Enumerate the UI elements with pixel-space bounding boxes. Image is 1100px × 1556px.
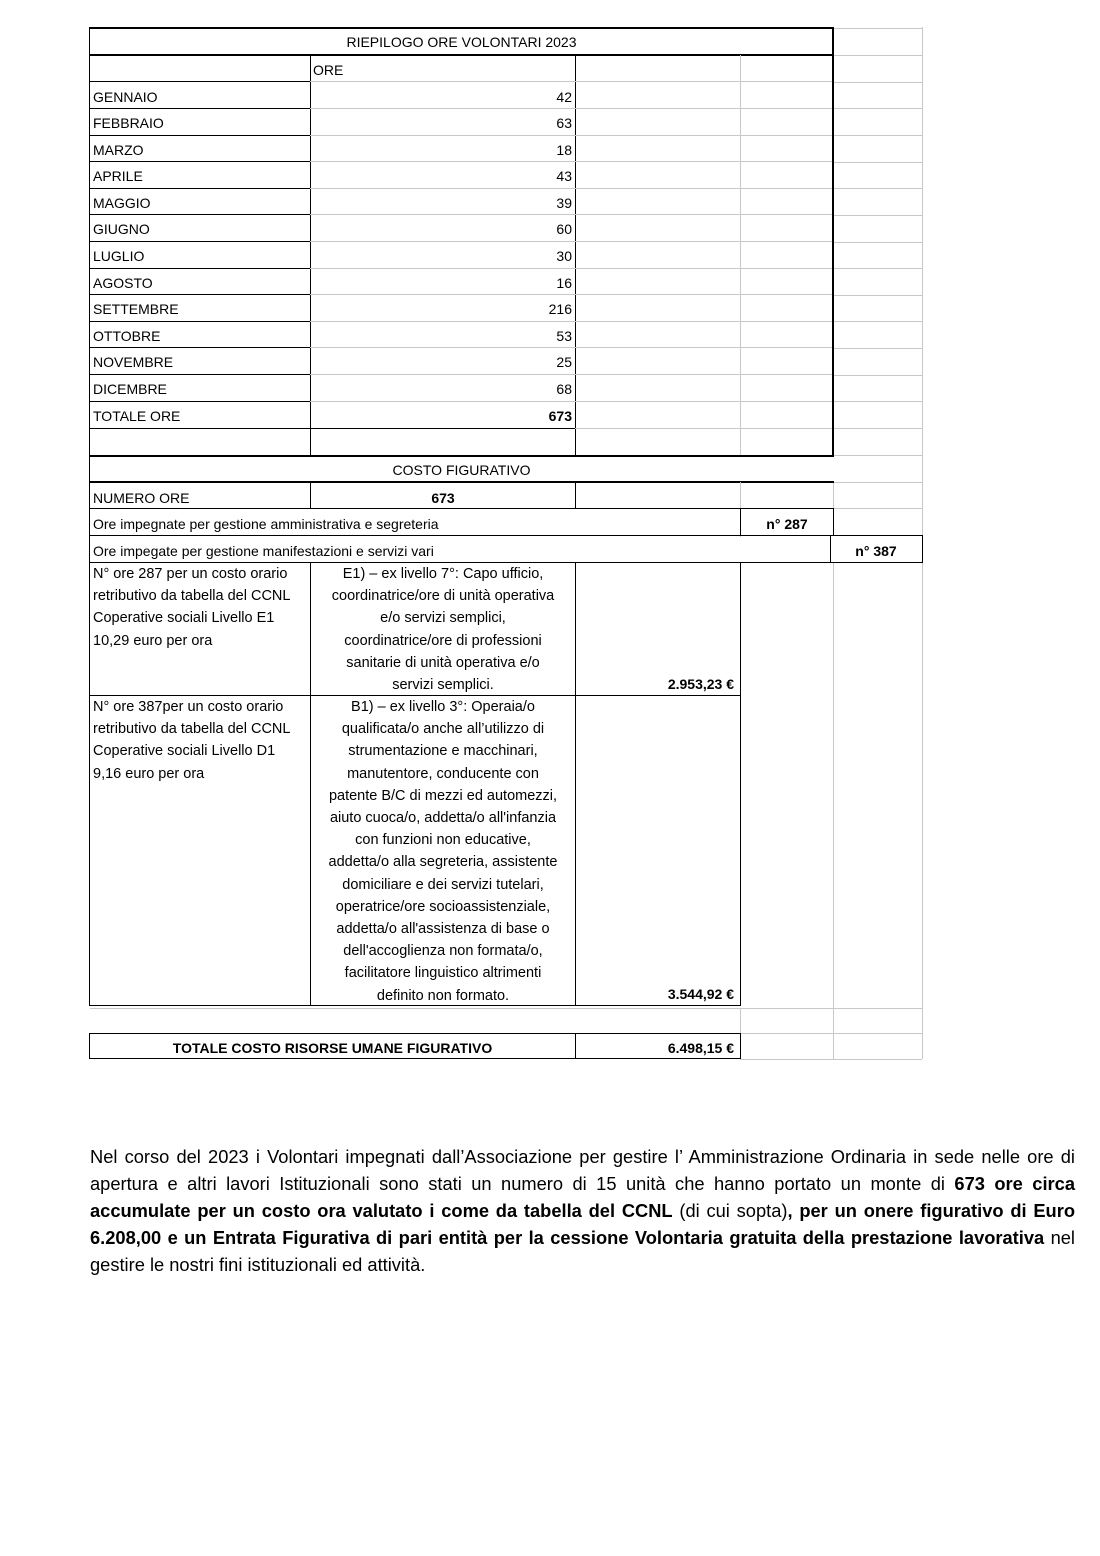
grid-line [833,55,922,56]
grid-line [90,81,310,82]
grid-line [833,482,834,510]
month-hours: 39 [556,195,572,211]
grid-line [90,214,310,215]
grid-line [833,348,922,349]
admin-hours-value: n° 287 [766,516,808,532]
month-hours: 30 [556,248,572,264]
grid-line [90,108,310,109]
paragraph-part: nel gestire le nostri fini istituzionali ed attività. [90,1227,1075,1275]
grid-line [833,135,922,136]
grid-line [833,375,922,376]
grid-line [89,27,90,482]
cell-line: retributivo da tabella del CCNL [93,721,291,738]
grid-line [575,294,832,295]
grid-line [575,508,834,509]
grid-line [310,81,575,82]
grid-line [922,535,923,562]
cell-line: 9,16 euro per ora [93,765,205,782]
month-label: OTTOBRE [93,328,161,344]
total-hours-label: TOTALE ORE [93,408,181,424]
month-label: SETTEMBRE [93,301,179,317]
grid-line [310,347,575,348]
cell-line: Coperative sociali Livello D1 [93,743,276,760]
cell-line: retributivo da tabella del CCNL [93,588,291,605]
month-hours: 53 [556,328,572,344]
grid-line [833,295,922,296]
grid-line [89,508,575,509]
grid-line [833,1008,922,1009]
grid-line [89,54,834,56]
cell-line: addetta/o alla segreteria, assistente [328,854,558,871]
grid-line [575,401,832,402]
grid-line [740,1059,833,1060]
grid-line [90,1008,575,1009]
grid-line [310,161,575,162]
grid-line [90,241,310,242]
grid-line [740,1033,833,1034]
grid-line [89,482,90,1006]
grid-line [833,188,922,189]
grid-line [575,268,832,269]
grid-line [575,108,832,109]
grid-line [310,108,575,109]
grid-line [575,188,832,189]
grid-line [89,27,834,29]
grid-line [575,347,832,348]
cell-line: facilitatore linguistico altrimenti [344,965,542,982]
cell-line: strumentazione e macchinari, [348,743,538,760]
grid-line [89,455,834,457]
cell-line: definito non formato. [376,987,510,1004]
month-hours: 43 [556,168,572,184]
month-label: MARZO [93,142,144,158]
grid-line [310,401,575,402]
grid-line [575,321,832,322]
numero-ore-label: NUMERO ORE [93,490,190,506]
cell-line: e/o servizi semplici, [380,610,506,627]
cell-line: E1) – ex livello 7°: Capo ufficio, [342,566,544,582]
month-label: GIUGNO [93,221,150,237]
month-hours: 18 [556,142,572,158]
events-hours-value: n° 387 [855,543,897,559]
grid-line [310,374,575,375]
grid-line [832,27,834,455]
grid-line [740,1033,741,1059]
grid-line [833,162,922,163]
grid-line [575,214,832,215]
grid-line [90,374,310,375]
month-hours: 16 [556,275,572,291]
month-label: DICEMBRE [93,381,167,397]
numero-ore-value: 673 [431,490,455,506]
cell-line: sanitarie di unità operativa e/o [346,654,540,671]
total-cost-label: TOTALE COSTO RISORSE UMANE FIGURATIVO [172,1040,493,1056]
grid-line [833,82,922,83]
grid-line [833,1033,922,1034]
grid-line [833,28,922,29]
grid-line [833,268,922,269]
cell-line: N° ore 287 per un costo orario [93,566,288,582]
paragraph-part: (di cui sopta) [672,1200,788,1221]
summary-paragraph [90,1143,1075,1278]
grid-line [833,508,834,535]
paragraph-bold-part: 673 ore circa accumulate per un costo ora valutato i come da tabella del CCNL [90,1173,1075,1221]
grid-line [310,241,575,242]
cell-line: Coperative sociali Livello E1 [93,610,275,627]
grid-line [740,562,741,1006]
paragraph-part: Nel corso del 2023 i Volontari impegnati dall’Associazione per gestire l’ Amministrazione Ordinaria in sede nelle ore di apertura e altri lavori Istituzionali sono stati un numero di 15 unità che hanno portato un monte di [90,1146,1075,1194]
cell-line: servizi semplici. [392,677,494,694]
month-hours: 60 [556,221,572,237]
month-hours: 63 [556,115,572,131]
grid-line [833,428,922,429]
grid-line [833,562,834,1059]
cell-line: manutentore, conducente con [347,765,539,782]
grid-line [89,1058,740,1059]
grid-line [833,482,922,483]
grid-line [310,268,575,269]
e1-amount: 2.953,23 € [667,676,734,692]
month-label: LUGLIO [93,248,145,264]
grid-line [833,1059,922,1060]
month-label: NOVEMBRE [93,354,174,370]
cell-line: 10,29 euro per ora [93,632,213,649]
grid-line [90,135,310,136]
grid-line [575,135,832,136]
grid-line [90,161,310,162]
cell-line: dell'accoglienza non formata/o, [343,943,543,960]
grid-line [833,215,922,216]
cell-line: N° ore 387per un costo orario [93,699,284,715]
grid-line [89,1033,740,1034]
month-hours: 68 [556,381,572,397]
grid-line [90,321,310,322]
grid-line [310,135,575,136]
cell-line: domiciliare e dei servizi tutelari, [342,876,544,893]
grid-line [89,481,834,483]
cell-line: patente B/C di mezzi ed automezzi, [328,787,558,804]
grid-line [833,242,922,243]
cell-line: operatrice/ore socioassistenziale, [335,898,551,915]
grid-line [90,268,310,269]
month-hours: 42 [556,89,572,105]
grid-line [310,294,575,295]
grid-line [575,1033,576,1059]
total-hours-value: 673 [548,408,572,424]
grid-line [310,321,575,322]
grid-line [575,241,832,242]
grid-line [575,161,832,162]
cell-line: addetta/o all'assistenza di base o [336,921,550,938]
admin-hours-label: Ore impegnate per gestione amministrativa e segreteria [93,516,439,532]
grid-line [575,482,576,508]
cell-line: B1) – ex livello 3°: Operaia/o [351,699,535,715]
cell-line: qualificata/o anche all’utilizzo di [341,721,545,738]
grid-line [310,55,311,455]
grid-line [575,562,576,1006]
cell-line: coordinatrice/ore di professioni [344,632,542,649]
e1-description [93,563,308,652]
grid-line [740,1008,833,1009]
grid-line [833,455,922,456]
month-hours: 216 [548,301,572,317]
d1-amount: 3.544,92 € [667,986,734,1002]
grid-line [90,347,310,348]
events-hours-label: Ore impegate per gestione manifestazioni e servizi vari [93,543,434,559]
grid-line [90,294,310,295]
paragraph-bold-part: , per un onere figurativo di Euro 6.208,00 e un Entrata Figurativa di pari entità per la cessione Volontaria gratuita della prestazione lavorativa [90,1200,1076,1248]
cell-line: con funzioni non educative, [355,832,531,849]
month-label: FEBBRAIO [93,115,164,131]
month-hours: 25 [556,354,572,370]
grid-line [575,81,832,82]
grid-line [575,374,832,375]
grid-line [90,401,310,402]
month-label: GENNAIO [93,89,158,105]
e1-level-description [311,563,575,696]
ore-column-header: ORE [313,62,344,78]
month-label: APRILE [93,168,143,184]
grid-line [833,401,922,402]
grid-line [740,55,741,455]
grid-line [575,55,576,455]
month-label: MAGGIO [93,195,151,211]
grid-line [89,535,923,536]
grid-line [575,428,832,429]
grid-line [833,321,922,322]
month-label: AGOSTO [93,275,153,291]
grid-line [833,508,922,509]
summary-title: RIEPILOGO ORE VOLONTARI 2023 [346,34,577,50]
d1-level-description [311,696,575,1007]
grid-line [740,482,741,508]
grid-line [90,188,310,189]
grid-line [833,108,922,109]
grid-line [310,188,575,189]
cost-title: COSTO FIGURATIVO [392,462,531,478]
grid-line [310,214,575,215]
total-cost-value: 6.498,15 € [667,1040,734,1056]
grid-line [90,428,575,429]
cell-line: aiuto cuoca/o, addetta/o all'infanzia [329,810,557,827]
d1-description [93,696,308,785]
cell-line: coordinatrice/ore di unità operativa [331,588,555,605]
